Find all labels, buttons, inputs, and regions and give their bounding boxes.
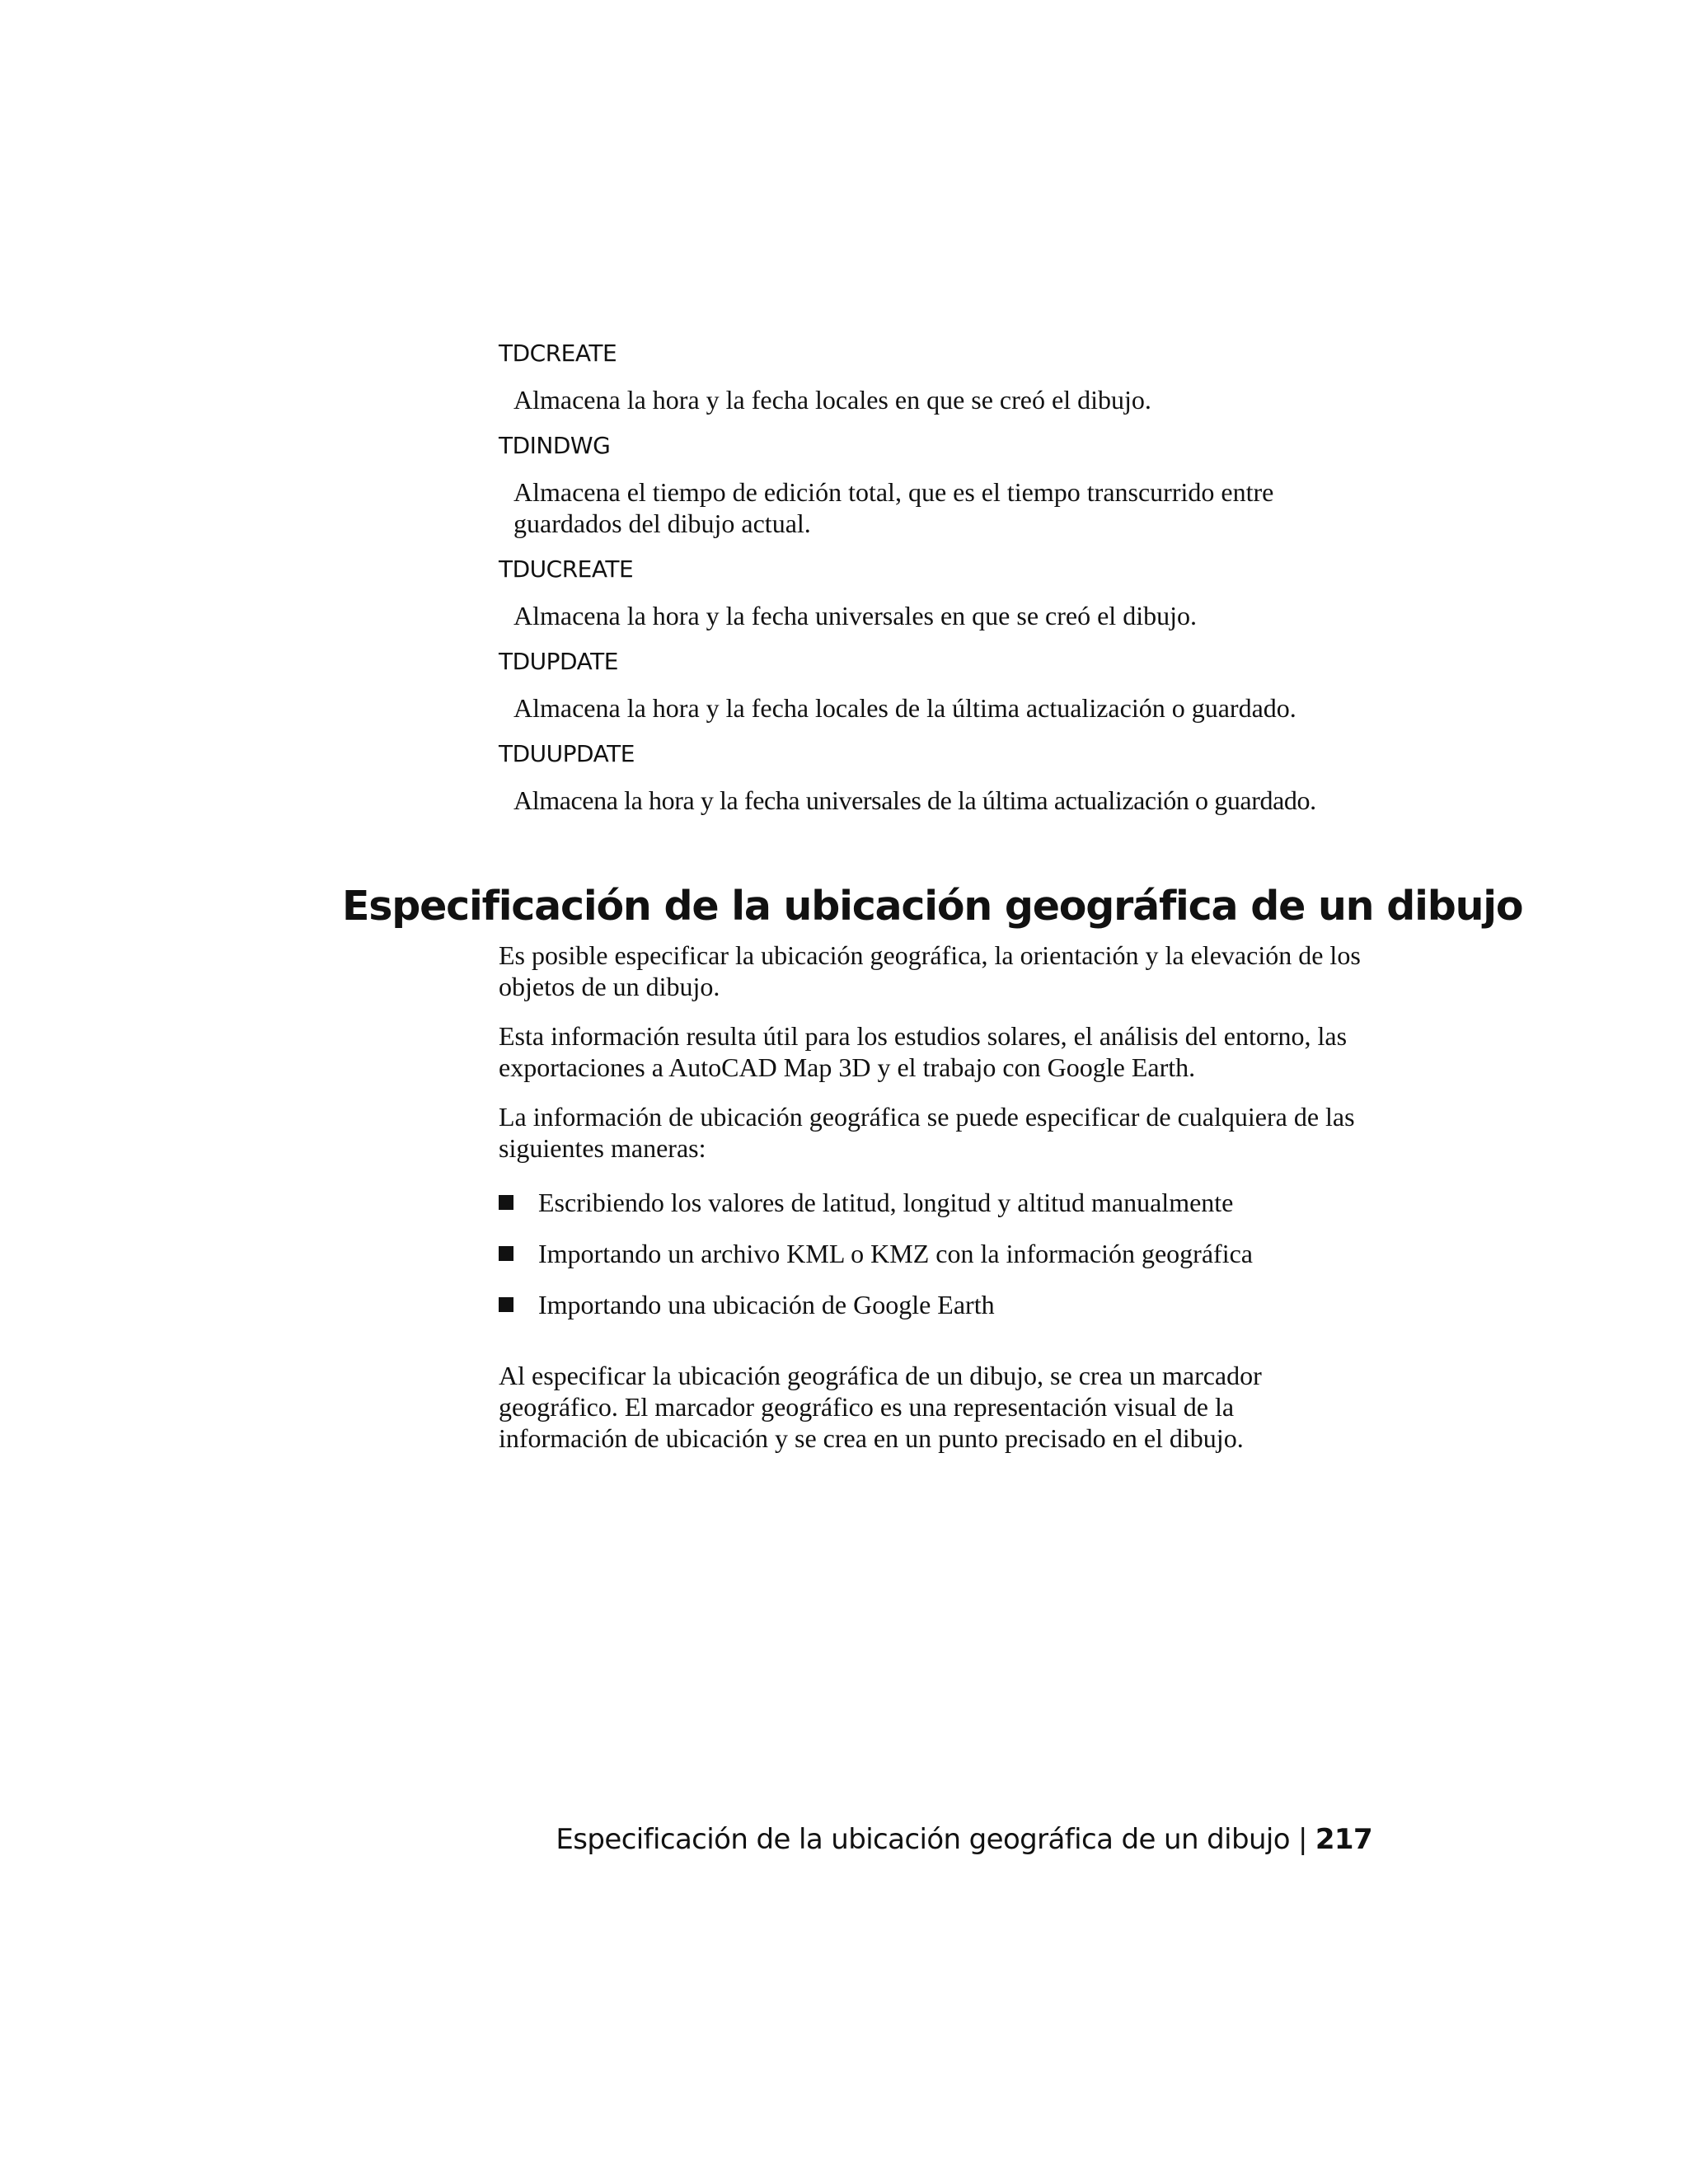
list-item: [499, 1238, 1381, 1269]
sysvar-description-tducreate: Almacena la hora y la fecha universales en que se creó el dibujo.: [513, 601, 1197, 630]
methods-list: [499, 1187, 1381, 1320]
running-title: Especificación de la ubicación geográfica de un dibujo: [556, 1823, 1290, 1856]
geographic-location-section: [342, 880, 1523, 1472]
intro-paragraph: Es posible especificar la ubicación geográfica, la orientación y la elevación de los objetos de un dibujo.: [499, 940, 1361, 1001]
list-item: [499, 1289, 1381, 1320]
sysvar-name-tdindwg: TDINDWG: [499, 432, 611, 459]
footer-separator: |: [1297, 1823, 1307, 1856]
square-bullet-icon: [499, 1246, 513, 1261]
sysvar-description-tdindwg: Almacena el tiempo de edición total, que es el tiempo transcurrido entre guardados del dibujo actual.: [513, 477, 1274, 538]
sysvar-name-tdupdate: TDUPDATE: [499, 648, 618, 675]
page-number: 217: [1315, 1823, 1372, 1856]
geomarker-paragraph: Al especificar la ubicación geográfica de un dibujo, se crea un marcador geográfico. El marcador geográfico es una representación visual de la información de ubicación y se crea en un punto precisado en el dibujo.: [499, 1361, 1262, 1453]
list-item-text: Escribiendo los valores de latitud, longitud y altitud manualmente: [538, 1188, 1234, 1217]
section-heading: Especificación de la ubicación geográfica de un dibujo: [342, 883, 1523, 930]
sysvar-description-tduupdate: Almacena la hora y la fecha universales de la última actualización o guardado.: [513, 785, 1316, 815]
square-bullet-icon: [499, 1297, 513, 1312]
section-body: [499, 940, 1381, 1454]
sysvar-description-tdcreate: Almacena la hora y la fecha locales en que se creó el dibujo.: [513, 385, 1151, 415]
list-item-text: Importando una ubicación de Google Earth: [538, 1290, 995, 1319]
square-bullet-icon: [499, 1195, 513, 1210]
list-item: [499, 1187, 1381, 1218]
methods-paragraph: La información de ubicación geográfica se puede especificar de cualquiera de las siguientes maneras:: [499, 1102, 1355, 1163]
usage-paragraph: Esta información resulta útil para los estudios solares, el análisis del entorno, las exportaciones a AutoCAD Map 3D y el trabajo con Google Earth.: [499, 1021, 1348, 1082]
sysvar-name-tducreate: TDUCREATE: [499, 555, 634, 583]
sysvar-name-tdcreate: TDCREATE: [499, 340, 617, 367]
sysvar-name-tduupdate: TDUUPDATE: [499, 740, 635, 767]
list-item-text: Importando un archivo KML o KMZ con la información geográfica: [538, 1239, 1253, 1268]
page-footer: [556, 1821, 1372, 1858]
sysvar-description-tdupdate: Almacena la hora y la fecha locales de la última actualización o guardado.: [513, 693, 1296, 723]
sysvar-list: [499, 338, 1372, 831]
